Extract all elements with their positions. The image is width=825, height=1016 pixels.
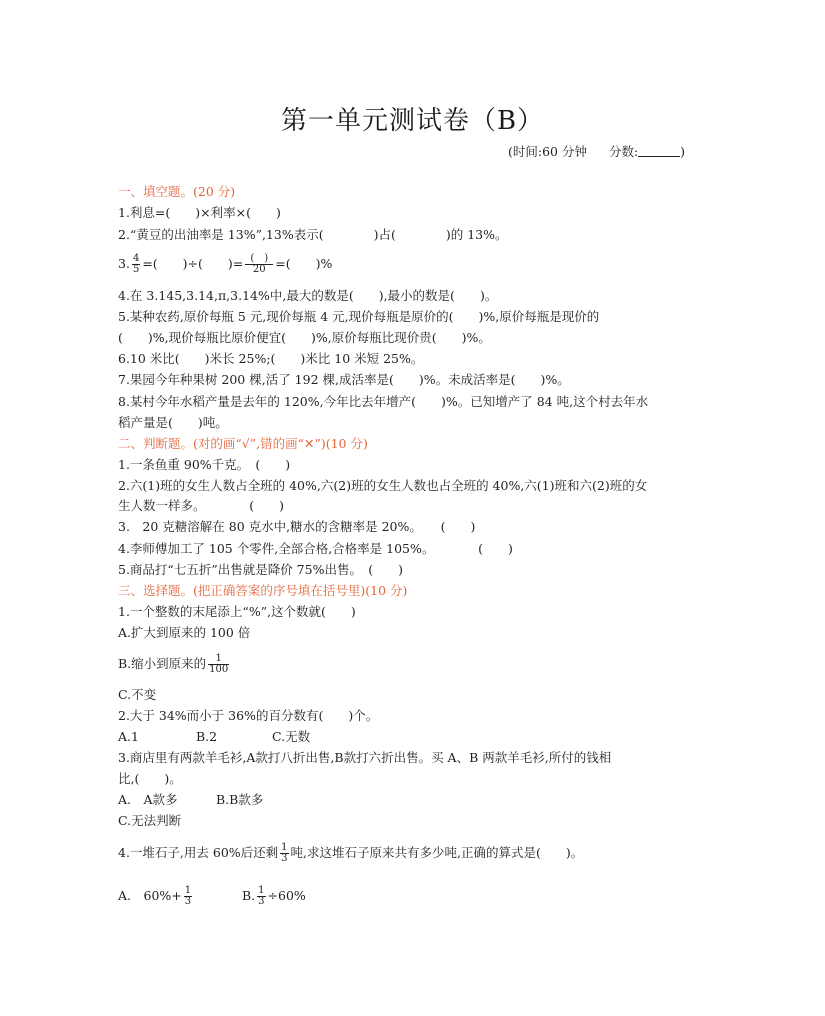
s1-q8a: 8.某村今年水稻产量是去年的 120%,今年比去年增产( )%。已知增产了 84 吨,这个村去年水 [118,394,649,409]
s3-q3-options [118,792,263,808]
frac-den: 20 [252,264,266,275]
s2-q4: 4.李师傅加工了 105 个零件,全部合格,合格率是 105%。 ( ) [118,541,513,556]
option-b [242,885,306,907]
s1-q4: 4.在 3.145,3.14,π,3.14%中,最大的数是( ),最小的数是( )。 [118,288,498,303]
option-b-suffix: ÷60% [267,888,306,903]
option-a-text: A. 60%+ [118,888,182,903]
frac-num: 4 [132,253,140,264]
q4-suffix: 吨,求这堆石子原来共有多少吨,正确的算式是( )。 [290,845,584,860]
fraction [280,843,288,864]
fraction [184,886,192,907]
frac-num: ( ) [245,254,273,265]
s2-q5: 5.商品打“七五折”出售就是降价 75%出售。 ( ) [118,562,403,577]
s3-q1-option-c: C.不变 [118,687,157,702]
s1-q2: 2.“黄豆的出油率是 13%”,13%表示( )占( )的 13%。 [118,227,508,242]
s1-q5a: 5.某种农药,原价每瓶 5 元,现价每瓶 4 元,现价每瓶是原价的( )%,原价每瓶是现价的 [118,309,600,324]
fraction [245,254,273,275]
s1-q5b: ( )%,现价每瓶比原价便宜( )%,原价每瓶比现价贵( )%。 [118,330,491,345]
q3-prefix: 3. [118,256,130,271]
fraction [132,254,140,275]
frac-num: 1 [281,842,288,853]
s2-q3: 3. 20 克糖溶解在 80 克水中,糖水的含糖率是 20%。 ( ) [118,519,476,534]
s2-q1: 1.一条鱼重 90%千克。 ( ) [118,457,291,472]
section-2-heading: 二、判断题。(对的画“√”,错的画“✕”)(10 分) [118,436,368,451]
frac-den: 5 [132,264,140,275]
frac-den: 3 [184,896,192,907]
s3-q4-options [118,886,306,907]
s3-q3b: 比,( )。 [118,771,182,786]
option-a: A. A款多 [118,792,178,807]
exam-meta [508,142,685,160]
s3-q4 [118,843,583,864]
frac-num: 1 [208,654,229,665]
fraction [208,654,229,675]
option-b-text: B.缩小到原来的 [118,656,207,671]
frac-den: 100 [209,664,229,675]
s2-q2a: 2.六(1)班的女生人数占全班的 40%,六(2)班的女生人数也占全班的 40%,六(1)班和六(2)班的女 [118,478,648,493]
s3-q3a: 3.商店里有两款羊毛衫,A款打八折出售,B款打六折出售。买 A、B 两款羊毛衫,所付的钱相 [118,750,612,765]
s3-q2: 2.大于 34%而小于 36%的百分数有( )个。 [118,708,379,723]
s3-q2-options [118,729,310,745]
s1-q7: 7.果园今年种果树 200 棵,活了 192 棵,成活率是( )%。未成活率是( )%。 [118,372,570,387]
time-label: (时间:60 分钟 [508,144,587,159]
option-b-text: B. [242,888,256,903]
frac-den: 3 [281,853,288,864]
option-b: B.B款多 [216,792,264,807]
option-a: A.1 [118,729,139,744]
option-b: B.2 [196,729,218,744]
option-a [118,886,242,907]
meta-close: ) [680,144,686,159]
section-3-heading: 三、选择题。(把正确答案的序号填在括号里)(10 分) [118,583,408,598]
q3-suffix: =( )% [275,256,333,271]
page-title: 第一单元测试卷（B） [280,106,545,136]
s3-q3-option-c: C.无法判断 [118,813,182,828]
s1-q3 [118,254,332,275]
s2-q2b: 生人数一样多。 ( ) [118,498,285,513]
frac-num: 1 [184,885,192,896]
s1-q8b: 稻产量是( )吨。 [118,415,228,430]
frac-num: 1 [258,885,265,896]
score-blank [638,144,680,157]
s3-q1: 1.一个整数的末尾添上“%”,这个数就( ) [118,604,356,619]
option-c: C.无数 [272,729,311,744]
score-label: 分数: [608,144,639,159]
section-1-heading: 一、填空题。(20 分) [118,184,236,199]
q4-prefix: 4.一堆石子,用去 60%后还剩 [118,845,279,860]
s3-q1-option-b [118,654,231,675]
s1-q6: 6.10 米比( )米长 25%;( )米比 10 米短 25%。 [118,351,424,366]
frac-den: 3 [258,896,265,907]
s1-q1: 1.利息=( )×利率×( ) [118,205,281,220]
s3-q1-option-a: A.扩大到原来的 100 倍 [118,625,251,640]
fraction [257,886,265,907]
q3-mid: =( )÷( )= [142,256,244,271]
